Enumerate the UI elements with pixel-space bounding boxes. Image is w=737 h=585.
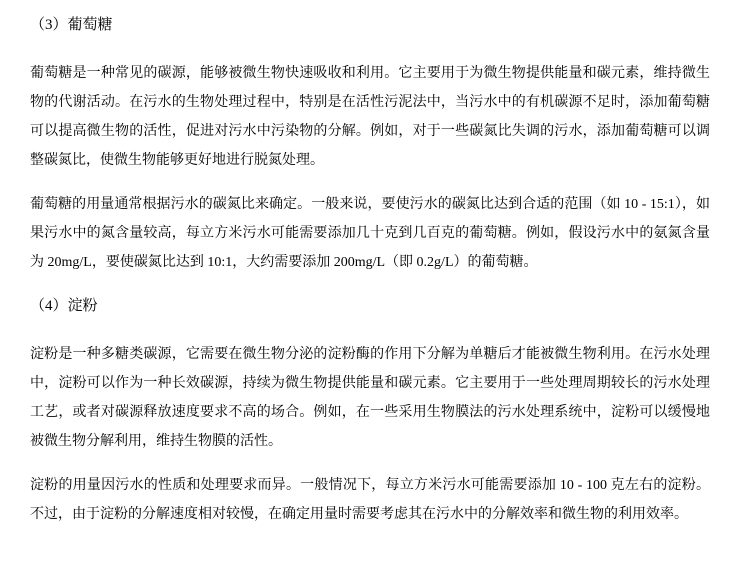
section-heading-glucose: （3）葡萄糖 [30,17,113,33]
starch-intro-paragraph: 淀粉是一种多糖类碳源，它需要在微生物分泌的淀粉酶的作用下分解为单糖后才能被微生物利用。在污水处理中，淀粉可以作为一种长效碳源，持续为微生物提供能量和碳元素。它主要用于一些处理周期较长的污水处理工艺，或者对碳源释放速度要求不高的场合。例如，在一些采用生物膜法的污水处理系统中，淀粉可以缓慢地被微生物分解利用，维持生物膜的活性。 [30,347,710,449]
glucose-intro-paragraph: 葡萄糖是一种常见的碳源，能够被微生物快速吸收和利用。它主要用于为微生物提供能量和碳元素，维持微生物的代谢活动。在污水的生物处理过程中，特别是在活性污泥法中，当污水中的有机碳源不足时，添加葡萄糖可以提高微生物的活性，促进对污水中污染物的分解。例如，对于一些碳氮比失调的污水，添加葡萄糖可以调整碳氮比，使微生物能够更好地进行脱氮处理。 [30,66,710,168]
starch-dosage-paragraph: 淀粉的用量因污水的性质和处理要求而异。一般情况下，每立方米污水可能需要添加 10 - 100 克左右的淀粉。不过，由于淀粉的分解速度相对较慢，在确定用量时需要考虑其在污水中的分解效率和微生物的利用效率。 [30,478,710,522]
section-heading-starch: （4）淀粉 [30,298,98,314]
glucose-dosage-paragraph: 葡萄糖的用量通常根据污水的碳氮比来确定。一般来说，要使污水的碳氮比达到合适的范围（如 10 - 15:1），如果污水中的氮含量较高，每立方米污水可能需要添加几十克到几百克的葡萄糖。例如，假设污水中的氨氮含量为 20mg/L，要使碳氮比达到 10:1，大约需要添加 200mg/L（即 0.2g/L）的葡萄糖。 [30,197,710,270]
